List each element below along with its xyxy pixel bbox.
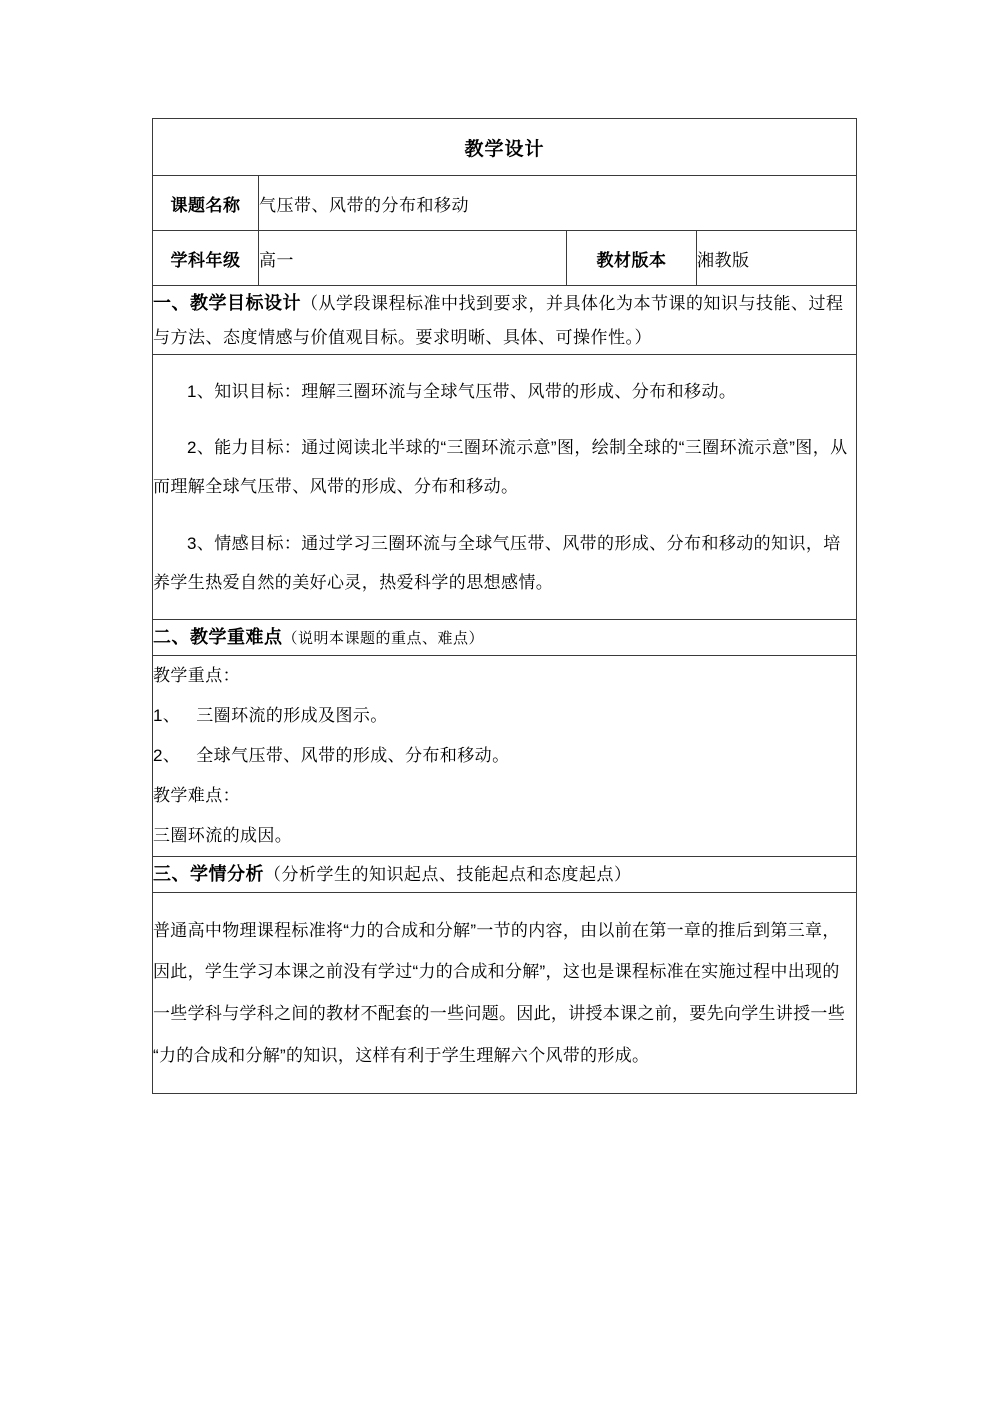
section-objectives-note-line1: （从学段课程标准中找到要求，并具体化为本节课的知识与 [301, 294, 756, 313]
key-point-item-1 [153, 696, 856, 736]
table-row-title [153, 119, 857, 176]
section-keypoints-body [153, 655, 857, 856]
difficult-points-label: 教学难点： [153, 785, 240, 805]
topic-value: 气压带、风带的分布和移动 [259, 176, 857, 231]
table-row-keypoints-body [153, 655, 857, 856]
key-point-item-1-number: 1、 [153, 705, 181, 725]
section-objectives-heading: 一、教学目标设计 [153, 293, 301, 313]
objective-item-3: 3、情感目标：通过学习三圈环流与全球气压带、风带的形成、分布和移动的知识，培养学生热爱自然的美好心灵，热爱科学的思想感情。 [153, 533, 841, 592]
textbook-label: 教材版本 [567, 231, 697, 286]
grade-value: 高一 [259, 231, 567, 286]
section-analysis-body [153, 892, 857, 1094]
key-points-label: 教学重点： [153, 665, 240, 685]
section-analysis-note: （分析学生的知识起点、技能起点和态度起点） [264, 864, 632, 884]
section-keypoints-heading: 二、教学重难点 [153, 626, 283, 647]
difficult-points-text: 三圈环流的成因。 [153, 825, 293, 845]
topic-label: 课题名称 [153, 176, 259, 231]
section-objectives-note-line2: 技能、过程与方法、态度情感与价值观目标。要求明晰、具体、可操作性。） [153, 294, 844, 348]
section-objectives-heading-cell [153, 286, 857, 355]
textbook-value: 湘教版 [697, 231, 857, 286]
table-row-objectives-body [153, 355, 857, 619]
section-keypoints-note: （说明本课题的重点、难点） [282, 630, 485, 647]
table-row-keypoints-heading [153, 619, 857, 655]
objective-item-1: 1、知识目标：理解三圈环流与全球气压带、风带的形成、分布和移动。 [187, 382, 737, 402]
section-objectives-body [153, 355, 857, 619]
key-point-item-1-text: 三圈环流的形成及图示。 [196, 705, 388, 725]
lesson-plan-table [152, 118, 857, 1094]
table-row-topic [153, 176, 857, 231]
key-point-item-2-text: 全球气压带、风带的形成、分布和移动。 [196, 745, 510, 765]
table-row-objectives-heading [153, 286, 857, 355]
page-title: 教学设计 [153, 119, 857, 176]
section-analysis-heading: 三、学情分析 [153, 863, 264, 884]
key-point-item-2-number: 2、 [153, 745, 181, 765]
table-row-grade [153, 231, 857, 286]
section-analysis-heading-cell [153, 856, 857, 892]
objective-item-2: 2、能力目标：通过阅读北半球的“三圈环流示意”图，绘制全球的“三圈环流示意”图，从而理解全球气压带、风带的形成、分布和移动。 [153, 438, 848, 497]
analysis-paragraph: 普通高中物理课程标准将“力的合成和分解”一节的内容，由以前在第一章的推后到第三章，因此，学生学习本课之前没有学过“力的合成和分解”，这也是课程标准在实施过程中出现的一些学科与学科之间的教材不配套的一些问题。因此，讲授本课之前，要先向学生讲授一些“力的合成和分解”的知识，这样有利于学生理解六个风带的形成。 [153, 920, 845, 1065]
key-point-item-2 [153, 736, 856, 776]
table-row-analysis-body [153, 892, 857, 1094]
section-keypoints-heading-cell [153, 619, 857, 655]
table-row-analysis-heading [153, 856, 857, 892]
grade-label: 学科年级 [153, 231, 259, 286]
